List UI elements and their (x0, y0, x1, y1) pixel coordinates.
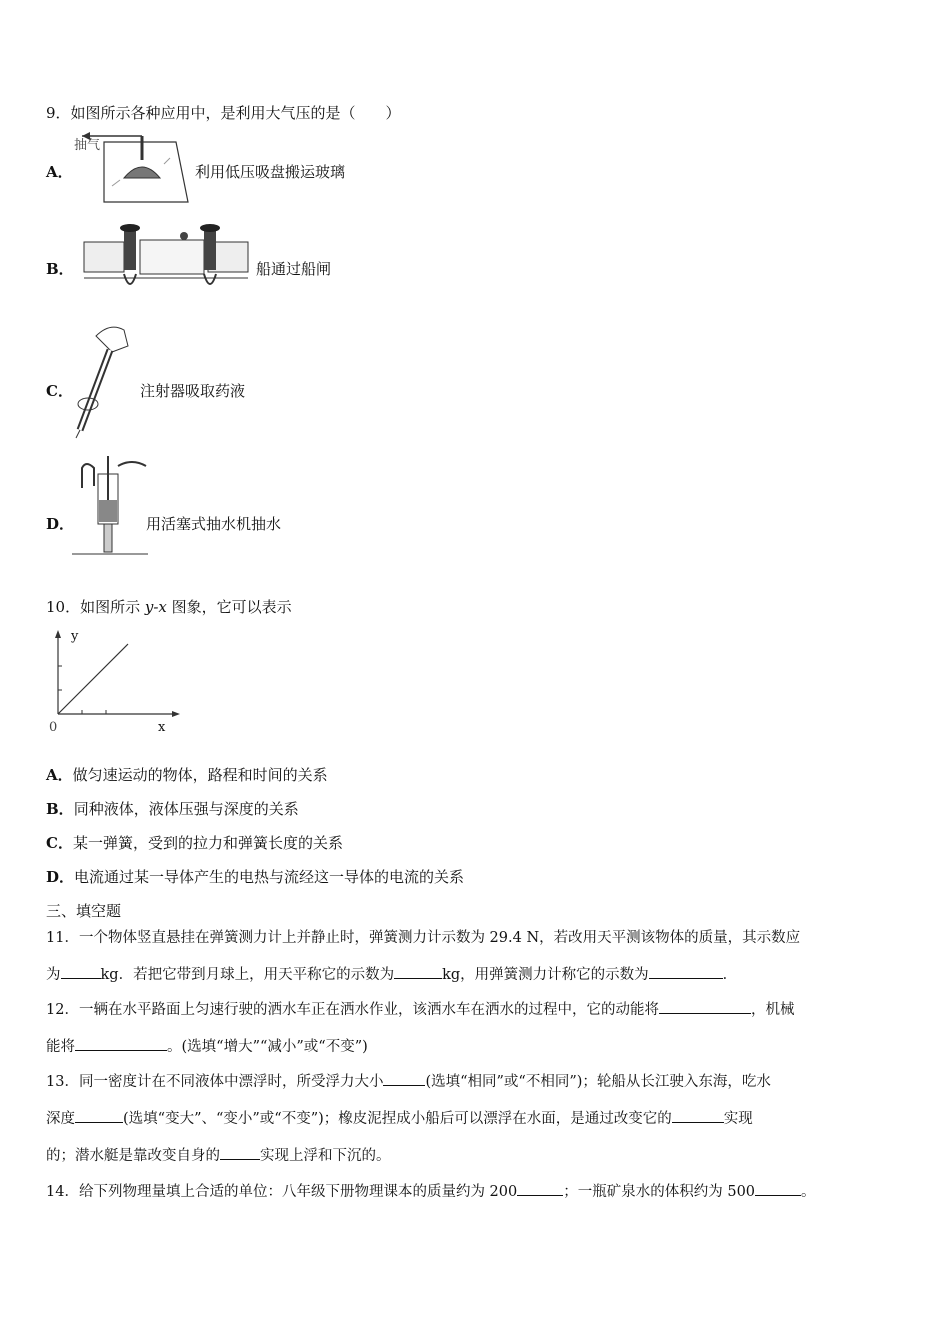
q9-option-b-letter: B． (46, 260, 74, 278)
q13-line-2: 深度 (选填“变大”、“变小”或“不变”)；橡皮泥捏成小船后可以漂浮在水面，是通过改变它的 实现 (46, 1107, 753, 1128)
q10-option-d: D．电流通过某一导体产生的电热与流经这一导体的电流的关系 (46, 868, 465, 886)
q10-stem (46, 596, 292, 617)
q9-a-figure-label: 抽气 (74, 138, 101, 153)
q11-blank-3[interactable] (649, 964, 723, 979)
q10-option-b: B．同种液体，液体压强与深度的关系 (46, 800, 299, 818)
q9-option-d-text: 用活塞式抽水机抽水 (146, 515, 282, 533)
q11-blank-1[interactable] (61, 964, 101, 979)
q10-stem-var: y-x (144, 598, 167, 616)
q10-stem-suffix: 图象，它可以表示 (166, 598, 292, 616)
q14-blank-1[interactable] (517, 1181, 563, 1196)
graph-x-label: x (158, 720, 166, 735)
q9-option-a-text: 利用低压吸盘搬运玻璃 (195, 163, 346, 181)
q10-stem-prefix: 10．如图所示 (46, 598, 145, 616)
q14-blank-2[interactable] (755, 1181, 801, 1196)
q13-blank-1[interactable] (383, 1071, 425, 1086)
q10-option-c: C．某一弹簧，受到的拉力和弹簧长度的关系 (46, 834, 343, 852)
q14-line: 14．给下列物理量填上合适的单位：八年级下册物理课本的质量约为 200 ；一瓶矿泉水的体积约为 500 。 (46, 1180, 816, 1201)
q9-option-c-text: 注射器吸取药液 (140, 382, 246, 400)
section-3-title: 三、填空题 (46, 902, 122, 920)
q12-line-1: 12．一辆在水平路面上匀速行驶的洒水车正在洒水作业，该洒水车在洒水的过程中，它的动能将 ，机械 (46, 998, 794, 1019)
q11-line-1: 11．一个物体竖直悬挂在弹簧测力计上并静止时，弹簧测力计示数为 29.4 N，若改用天平测该物体的质量，其示数应 (46, 930, 801, 946)
q9-option-d-letter: D． (46, 515, 75, 533)
q10-option-a: A．做匀速运动的物体，路程和时间的关系 (46, 766, 328, 784)
q9-stem: 9．如图所示各种应用中，是利用大气压的是（ ） (46, 104, 401, 122)
q12-blank-2[interactable] (75, 1036, 167, 1051)
piston-pump-figure (72, 456, 148, 560)
q13-blank-3[interactable] (672, 1108, 724, 1123)
q13-blank-2[interactable] (75, 1108, 123, 1123)
q9-option-c-letter: C． (46, 382, 73, 400)
q12-blank-1[interactable] (659, 999, 751, 1014)
q9-option-b-text: 船通过船闸 (256, 260, 332, 278)
syringe-figure (66, 322, 136, 440)
ship-lock-figure (84, 222, 248, 294)
q11-line-2: 为 kg．若把它带到月球上，用天平称它的示数为 kg，用弹簧测力计称它的示数为 ． (46, 963, 737, 984)
q9-option-a-letter: A． (46, 163, 73, 181)
graph-origin-label: 0 (49, 720, 58, 735)
q11-blank-2[interactable] (394, 964, 442, 979)
q13-line-3: 的；潜水艇是靠改变自身的 实现上浮和下沉的。 (46, 1144, 391, 1165)
q13-blank-4[interactable] (220, 1145, 260, 1160)
graph-y-label: y (71, 629, 79, 644)
q12-line-2: 能将 。(选填“增大”“减小”或“不变”) (46, 1035, 368, 1056)
q13-line-1: 13．同一密度计在不同液体中漂浮时，所受浮力大小 (选填“相同”或“不相同”)；轮船从长江驶入东海，吃水 (46, 1070, 771, 1091)
